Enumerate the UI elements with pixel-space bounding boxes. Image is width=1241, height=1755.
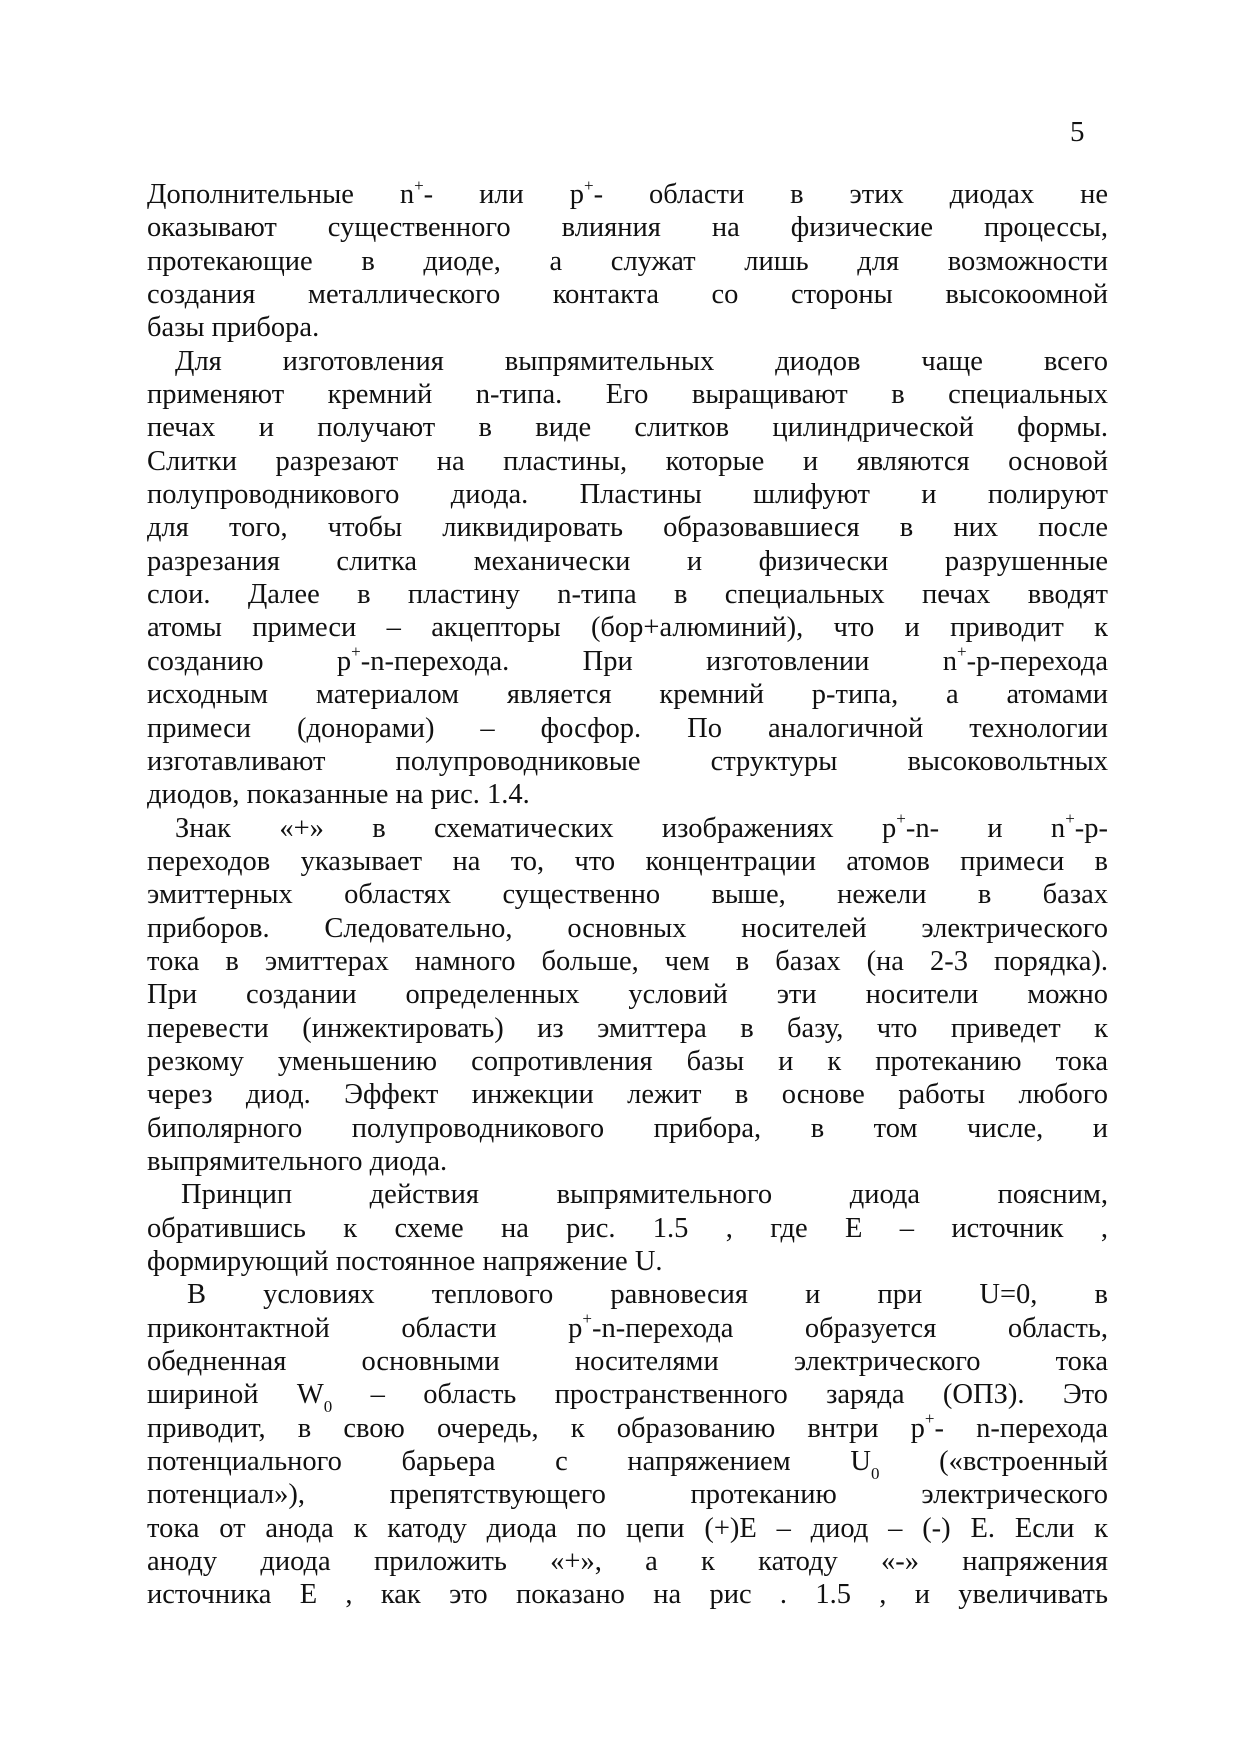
text-line: потенциального барьера с напряжением $U_0$ («встроенный [147,1446,1108,1483]
text-line: тока в эмиттерах намного больше, чем в базах (на 2-3 порядка). [147,945,1108,977]
text-line: оказывают существенного влияния на физические процессы, [147,212,1108,244]
text-line: полупроводникового диода. Пластины шлифуют и полируют [147,479,1108,511]
text-line: слои. Далее в пластину n-типа в специальных печах вводят [147,579,1108,611]
text-line: через диод. Эффект инжекции лежит в основе работы любого [147,1079,1108,1111]
text-line: обедненная основными носителями электрического тока [147,1346,1108,1378]
text-line: резкому уменьшению сопротивления базы и к протеканию тока [147,1045,1108,1077]
text-line: создания металлического контакта со стороны высокоомной [147,279,1108,311]
text-line: исходным материалом является кремний p-типа, а атомами [147,679,1108,711]
text-line: Слитки разрезают на пластины, которые и являются основой [147,445,1108,477]
text-line: тока от анода к катоду диода по цепи (+)E – диод – (-) E. Если к [147,1512,1108,1544]
text-line: Дополнительные n+- или p+- области в этих диодах не [147,175,1109,210]
text-line: потенциал»), препятствующего протеканию электрического [147,1479,1108,1511]
text-line: приводит, в свою очередь, к образованию внтри p+- n-перехода [147,1409,1108,1444]
text-line: переходов указывает на то, что концентрации атомов примеси в [147,845,1108,877]
text-line: диодов, показанные на рис. 1.4. [147,779,530,811]
text-line: атомы примеси – акцепторы (бор+алюминий), что и приводит к [147,612,1108,644]
text-line: биполярного полупроводникового прибора, в том числе, и [147,1112,1108,1144]
text-line: В условиях теплового равновесия и при U=0, в [187,1279,1108,1311]
text-line: выпрямительного диода. [147,1145,448,1177]
text-line: примеси (донорами) – фосфор. По аналогичной технологии [147,712,1108,744]
text-line: аноду диода приложить «+», а к катоду «-» напряжения [147,1546,1108,1578]
text-line: протекающие в диоде, а служат лишь для возможности [147,245,1108,277]
text-line: базы прибора. [147,312,320,344]
text-line: формирующий постоянное напряжение U. [147,1246,663,1277]
text-line: обратившись к схеме на рис. 1.5 , где E – источник , [147,1212,1108,1244]
body-text [147,175,1109,1612]
text-line: приконтактной области p+-n-перехода образуется область, [147,1309,1108,1344]
text-line: Для изготовления выпрямительных диодов чаще всего [175,345,1108,377]
text-line: применяют кремний n-типа. Его выращивают в специальных [147,379,1108,411]
text-line: для того, чтобы ликвидировать образовавшиеся в них после [147,512,1108,544]
text-line: печах и получают в виде слитков цилиндрической формы. [147,412,1108,444]
text-line: Принцип действия выпрямительного диода поясним, [181,1179,1108,1211]
page-number: 5 [1070,116,1085,148]
text-line: эмиттерных областях существенно выше, нежели в базах [147,879,1108,911]
text-line: созданию p+-n-перехода. При изготовлении n+-p-перехода [147,642,1108,677]
text-line: Знак «+» в схематических изображениях p+-n- и n+-p- [175,809,1109,844]
text-line: приборов. Следовательно, основных носителей электрического [147,912,1108,944]
text-line: изготавливают полупроводниковые структуры высоковольтных [147,745,1108,777]
text-line: перевести (инжектировать) из эмиттера в базу, что приведет к [147,1012,1108,1044]
text-line: источника E , как это показано на рис . 1.5 , и увеличивать [147,1579,1108,1611]
text-line: При создании определенных условий эти носители можно [147,979,1108,1011]
text-line: шириной $W_0$ – область пространственного заряда (ОПЗ). Это [147,1379,1109,1417]
text-line: разрезания слитка механически и физически разрушенные [147,545,1108,577]
